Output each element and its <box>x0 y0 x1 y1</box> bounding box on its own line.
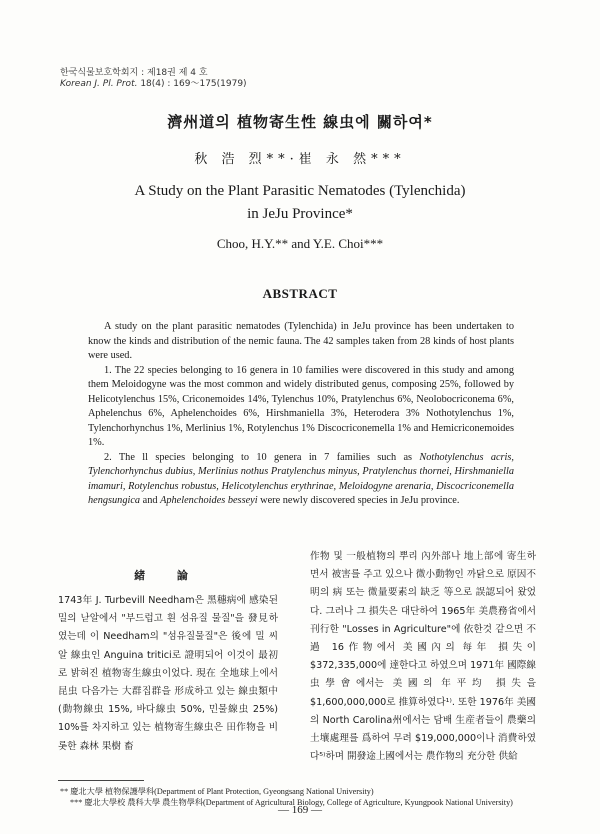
right-column-text: 作物 및 一般植物의 뿌리 內外部나 地上部에 寄生하면서 被害를 주고 있으나 微小動物인 까닭으로 原因不明의 病 또는 微量要素의 缺乏 等으로 誤認되어 왔었다. 그러나 그 損失은 대단하여 1965年 美農務省에서 刊行한 "Losses in Agriculture"에 依한것 같으면 不過 16作物에서 美國內의 每年 損失이 $372,335,000에 達한다고 하였으며 1971年 國際線虫學會에서는 美國의 年平均 損失을 $1,600,000,000로 推算하였다¹⁾. 또한 1976年 美國의 North Carolina州에서는 담배 生産者들이 農藥의 土壤處理를 爲하여 무려 $19,000,000이나 消費하였다⁵⁾하며 開發途上國에서는 農作物의 充分한 供給 <box>310 551 536 763</box>
page-number: — 169 — <box>278 804 322 816</box>
title-korean: 濟州道의 植物寄生性 線虫에 關하여* <box>167 113 433 131</box>
abstract-p3-end: were newly discovered species in JeJu province. <box>257 495 460 506</box>
journal-name: Korean J. Pl. Prot. <box>60 79 138 89</box>
abstract-paragraph-3 <box>88 451 514 509</box>
title-english <box>0 180 600 226</box>
footnote-divider <box>58 780 144 781</box>
abstract-p3-and: and <box>140 495 161 506</box>
title-english-line1: A Study on the Plant Parasitic Nematodes (Tylenchida) <box>134 183 466 199</box>
introduction-left-column <box>58 592 278 756</box>
authors-korean: 秋 浩 烈**·崔 永 然*** <box>194 152 406 167</box>
journal-citation <box>60 68 247 90</box>
journal-korean-line: 한국식물보호학회지 : 제18권 제 4 호 <box>60 68 208 78</box>
abstract-paragraph-1: A study on the plant parasitic nematodes (Tylenchida) in JeJu province has been undertaken to know the kinds and distribution of the nemic fauna. The 42 samples taken from 28 kinds of host plants were used. <box>88 321 514 361</box>
abstract-p3-last-species: Aphelenchoides besseyi <box>160 495 258 506</box>
abstract-p3-species: Nothotylenchus acris, Tylenchorhynchus dubius, Merlinius nothus Pratylenchus minyus, Pratylenchus thornei, Hirshmaniella imamuri, Rotylenchus robustus, Helicotylenchus erythrinae, Meloidogyne arenaria, Discocriconemella hengsungica <box>88 451 514 506</box>
abstract-paragraph-2: 1. The 22 species belonging to 16 genera in 10 families were discovered in this study and among them Meloidogyne was the most common and widely distributed genus, composing 25%, followed by Helicotylenchus 15%, Criconemoides 14%, Tylenchus 10%, Pratylenchus 6%, Neolobocriconema 6%, Aphelenchus 6%, Aphelenchoides 6%, Hirshmaniella 3%, Heterodera 3% Nothotylenchus 1%, Tylenchorhynchus 1%, Merlinius 1%, Rotylenchus 1% Discocriconemella 1% and Hemicriconemoides 1%. <box>88 364 514 448</box>
footnote-2: *** 慶北大學校 農科大學 農生物學科(Department of Agricultural Biology, College of Agriculture, Kyungpook National University) <box>70 797 513 807</box>
abstract-p3-start: 2. The ll species belonging to 10 genera in 7 families such as <box>104 451 420 463</box>
abstract-body <box>88 320 514 509</box>
footnote-1: ** 慶北大學 植物保護學科(Department of Plant Protection, Gyeongsang National University) <box>60 787 374 796</box>
left-column-text: 1743年 J. Turbevill Needham은 黑穗病에 感染된 밀의 낟알에서 "부드럽고 흰 섬유질 물질"을 發見하였는데 이 Needham의 "섬유질물질"은 後에 밀 씨알 線虫인 Anguina tritici로 證明되어 이것이 最初로 밝혀진 植物寄生線虫이었다. 現在 全地球上에서 昆虫 다음가는 大群집群을 形成하고 있는 線虫類中(動物線虫 15%, 바다線虫 50%, 민물線虫 25%) 10%를 차지하고 있는 植物寄生線虫은 田作物을 비롯한 森林 果樹 畜 <box>58 595 278 752</box>
journal-english-line <box>60 79 247 90</box>
journal-volume: 18(4) : 169～175(1979) <box>137 79 247 89</box>
abstract-heading: ABSTRACT <box>262 286 338 301</box>
title-english-line2: in JeJu Province* <box>247 206 353 222</box>
authors-english: Choo, H.Y.** and Y.E. Choi*** <box>216 236 384 251</box>
introduction-right-column <box>310 548 536 766</box>
introduction-heading: 緒 論 <box>134 569 202 582</box>
